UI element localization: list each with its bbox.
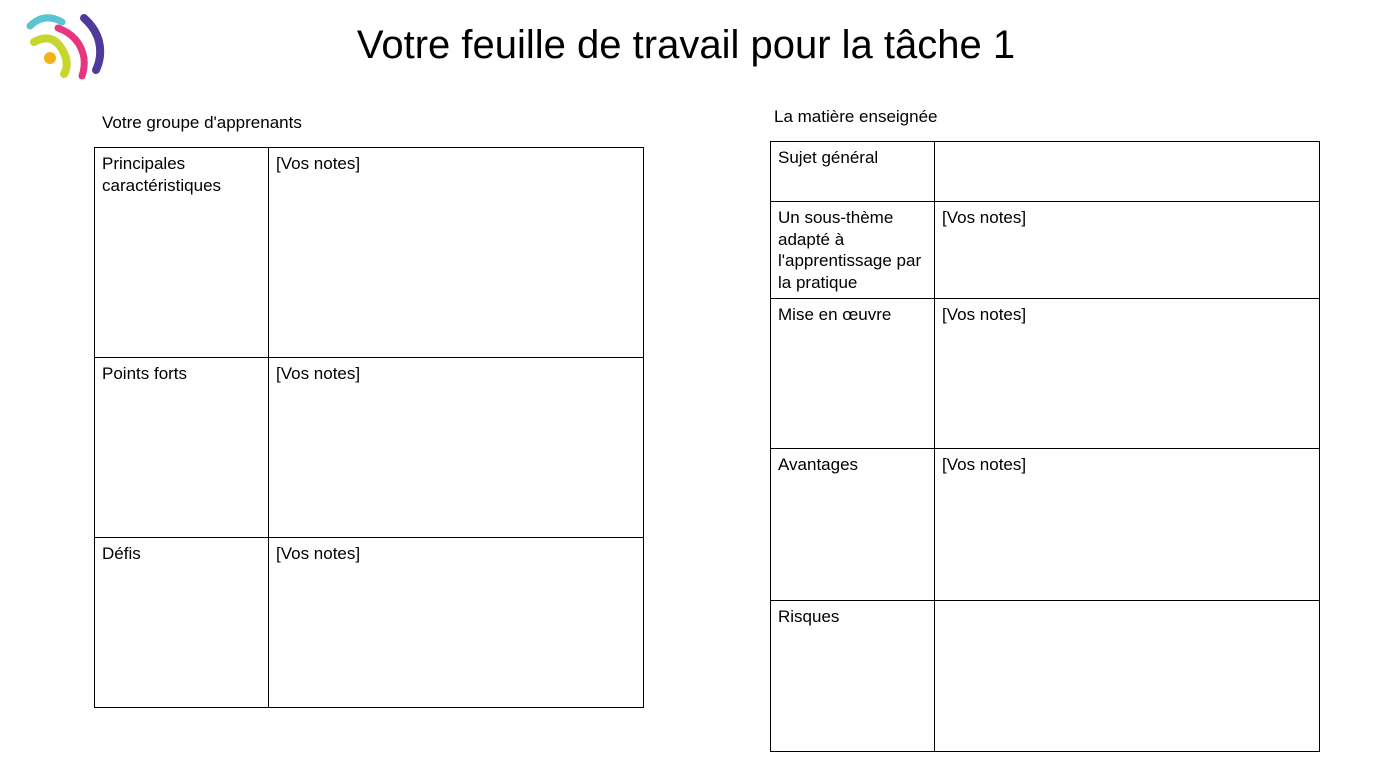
row-label: Points forts: [95, 358, 269, 538]
table-row: [771, 601, 1320, 752]
row-label: Sujet général: [771, 142, 935, 202]
subject-section-label: La matière enseignée: [774, 107, 938, 126]
table-row: [95, 148, 644, 358]
row-label: Risques: [771, 601, 935, 752]
table-row: [771, 142, 1320, 202]
table-row: [771, 202, 1320, 299]
row-label: Mise en œuvre: [771, 299, 935, 449]
table-row: [95, 358, 644, 538]
notes-field[interactable]: [Vos notes]: [269, 148, 644, 358]
row-label: Avantages: [771, 449, 935, 601]
notes-field[interactable]: [935, 601, 1320, 752]
row-label: Un sous-thème adapté à l'apprentissage par la pratique: [771, 202, 935, 299]
notes-field[interactable]: [Vos notes]: [935, 202, 1320, 299]
page-title: Votre feuille de travail pour la tâche 1: [356, 23, 1016, 67]
notes-field[interactable]: [935, 142, 1320, 202]
table-row: [95, 538, 644, 708]
table-row: [771, 449, 1320, 601]
notes-field[interactable]: [Vos notes]: [269, 538, 644, 708]
notes-field[interactable]: [Vos notes]: [269, 358, 644, 538]
table-row: [771, 299, 1320, 449]
row-label: Défis: [95, 538, 269, 708]
notes-field[interactable]: [Vos notes]: [935, 299, 1320, 449]
row-label: Principales caractéristiques: [95, 148, 269, 358]
notes-field[interactable]: [Vos notes]: [935, 449, 1320, 601]
subject-table: [770, 141, 1320, 752]
learners-table: [94, 147, 644, 708]
learners-section-label: Votre groupe d'apprenants: [102, 113, 302, 132]
